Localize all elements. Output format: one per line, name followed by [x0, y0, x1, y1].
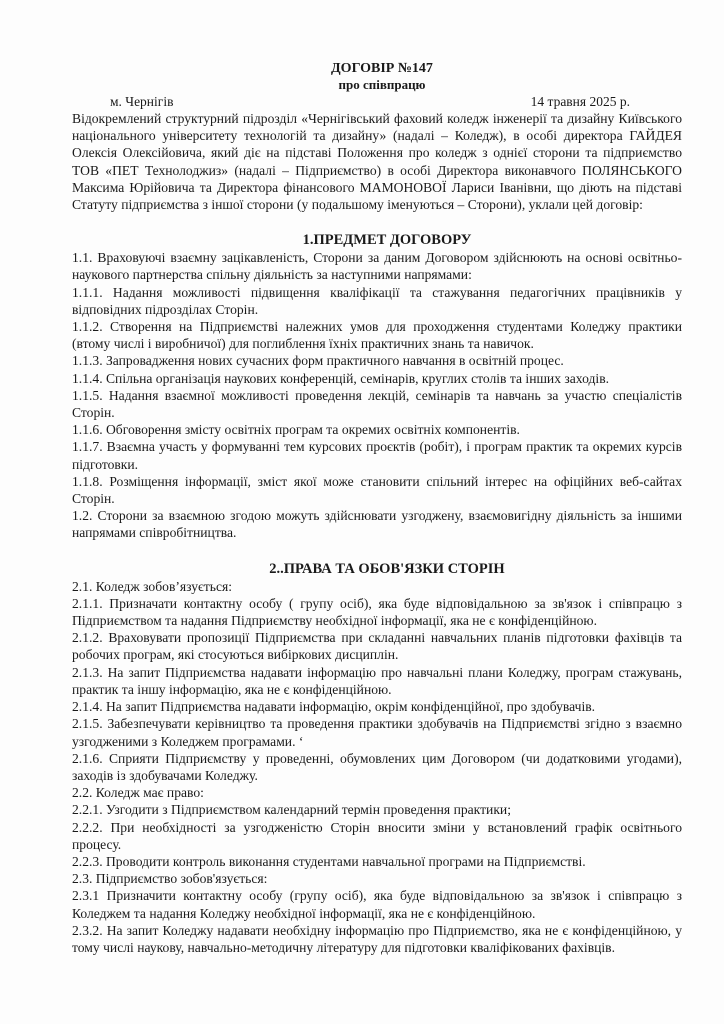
preamble: Відокремлений структурний підрозділ «Чернігівський фаховий коледж інженерії та дизайну Київського національного університету технологій та дизайну» (надалі – Коледж), в особі директора ГАЙДЕЯ Олексія Олексійовича, який діє на підставі Положення про коледж з однієї сторони та підприємство ТОВ «ПЕТ Технолоджиз» (надалі – Підприємство) в особі Директора виконавчого ПОЛЯНСЬКОГО Максима Юрійовича та Директора фінансового МАМОНОВОЇ Лариси Іванівни, що діють на підставі Статуту підприємства з іншої сторони (у подальшому іменуються – Сторони), уклали цей договір: [72, 111, 682, 213]
paragraph: 2.3.2. На запит Коледжу надавати необхідну інформацію про Підприємство, яка не є конфіденційною, у тому числі наукову, навчально-методичну літературу для підготовки кваліфікованих фахівців. [72, 922, 682, 955]
contract-date: 14 травня 2025 р. [530, 94, 630, 109]
paragraph: 2.3. Підприємство зобов'язується: [72, 871, 268, 887]
paragraph: 1.1.5. Надання взаємної можливості проведення лекцій, семінарів та навчань за участю спеціалістів Сторін. [72, 387, 682, 421]
paragraph: 1.1.3. Запровадження нових сучасних форм практичного навчання в освітній процес. [72, 353, 564, 369]
section-heading: 2..ПРАВА ТА ОБОВ'ЯЗКИ СТОРІН [269, 560, 505, 577]
paragraph: 2.2.2. При необхідності за узгодженістю Сторін вносити зміни у встановлений графік освітнього процесу. [72, 819, 682, 852]
section-heading: 1.ПРЕДМЕТ ДОГОВОРУ [302, 232, 472, 249]
paragraph: 1.1.1. Надання можливості підвищення кваліфікації та стажування педагогічних працівників у відповідних підрозділах Сторін. [72, 284, 682, 317]
contract-page [72, 60, 682, 956]
paragraph: 2.3.1 Призначити контактну особу (групу осіб), яка буде відповідальною за зв'язок і співпрацю з Коледжем та надання Коледжу необхідної інформації, яка не є конфіденційною. [72, 888, 682, 921]
paragraph: 2.1.4. На запит Підприємства надавати інформацію, окрім конфіденційної, про здобувачів. [72, 699, 596, 715]
paragraph: 1.1.2. Створення на Підприємстві належних умов для проходження студентами Коледжу практики (втому числі і виробничої) для поглиблення їхніх практичних знань та навичок. [72, 319, 682, 352]
section-1 [72, 231, 682, 541]
paragraph: 1.1. Враховуючі взаємну зацікавленість, Сторони за даним Договором здійснюють на основі освітньо-наукового партнерства спільну діяльність за наступними напрямами: [72, 250, 682, 283]
paragraph: 2.2.3. Проводити контроль виконання студентами навчальної програми на Підприємстві. [72, 853, 586, 869]
section-2 [72, 560, 682, 956]
paragraph: 2.1. Коледж зобов’язується: [72, 578, 233, 594]
paragraph: 1.1.6. Обговорення змісту освітніх програм та окремих освітніх компонентів. [72, 422, 520, 438]
paragraph: 1.2. Сторони за взаємною згодою можуть здійснювати узгоджену, взаємовигідну діяльність за іншими напрямами співробітництва. [72, 508, 682, 541]
paragraph: 2.1.3. На запит Підприємства надавати інформацію про навчальні плани Коледжу, програм стажувань, практик та іншу інформацію, яка не є конфіденційною. [72, 664, 682, 697]
paragraph: 1.1.4. Спільна організація наукових конференцій, семінарів, круглих столів та інших заходів. [72, 370, 610, 386]
paragraph: 2.2. Коледж має право: [72, 785, 204, 801]
document-title: ДОГОВІР №147 [331, 61, 433, 76]
paragraph: 2.2.1. Узгодити з Підприємством календарний термін проведення практики; [72, 802, 511, 818]
document-subtitle: про співпрацю [338, 77, 426, 92]
paragraph: 1.1.7. Взаємна участь у формуванні тем курсових проєктів (робіт), і програм практик та окремих курсів підготовки. [72, 439, 682, 472]
place-date-line [72, 93, 682, 110]
city: м. Чернігів [110, 94, 174, 109]
paragraph: 2.1.1. Призначати контактну особу ( групу осіб), яка буде відповідальною за зв'язок і співпрацю з Підприємством та надання Підприємству необхідної інформації, яка не є конфіденційною. [72, 595, 682, 629]
paragraph: 2.1.2. Враховувати пропозиції Підприємства при складанні навчальних планів підготовки фахівців та робочих програм, які стосуються вибіркових дисциплін. [72, 630, 682, 663]
paragraph: 2.1.5. Забезпечувати керівництво та проведення практики здобувачів на Підприємстві згідно з взаємно узгодженими з Коледжем програмами. ‘ [72, 716, 682, 749]
paragraph: 1.1.8. Розміщення інформації, зміст якої може становити спільний інтерес на офіційних веб-сайтах Сторін. [72, 473, 682, 507]
paragraph: 2.1.6. Сприяти Підприємству у проведенні, обумовлених цим Договором (чи додатковими угодами), заходів із здобувачами Коледжу. [72, 750, 682, 783]
